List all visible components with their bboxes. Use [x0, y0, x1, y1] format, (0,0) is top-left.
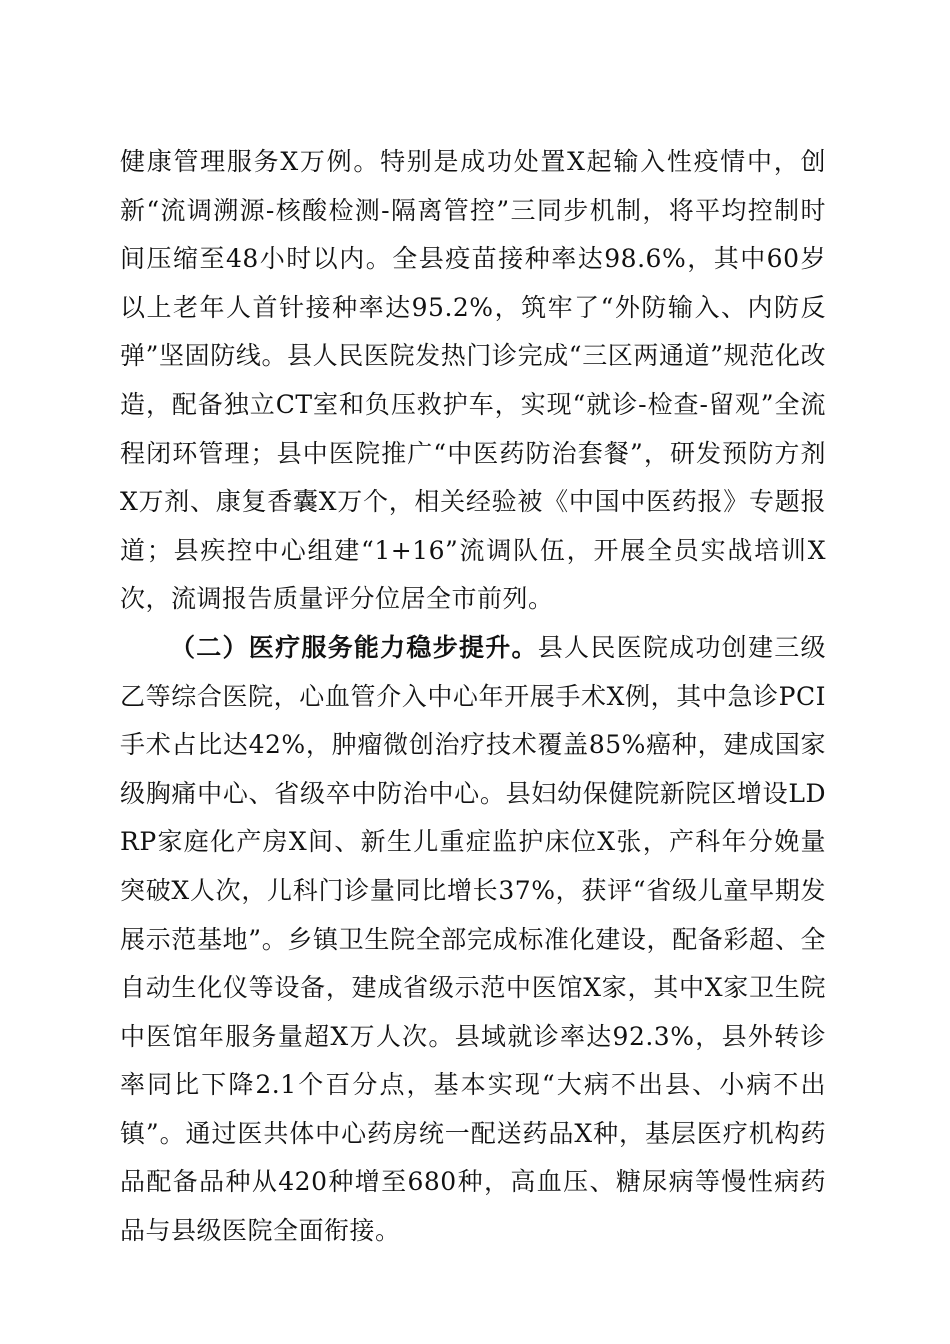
paragraph-continued: 健康管理服务X万例。特别是成功处置X起输入性疫情中，创新“流调溯源-核酸检测-隔离管控”三同步机制，将平均控制时间压缩至48小时以内。全县疫苗接种率达98.6%，其中60岁以上老年人首针接种率达95.2%，筑牢了“外防输入、内防反弹”坚固防线。县人民医院发热门诊完成“三区两通道”规范化改造，配备独立CT室和负压救护车，实现“就诊-检查-留观”全流程闭环管理；县中医院推广“中医药防治套餐”，研发预防方剂X万剂、康复香囊X万个，相关经验被《中国中医药报》专题报道；县疾控中心组建“1+16”流调队伍，开展全员实战培训X次，流调报告质量评分位居全市前列。	[120, 147, 826, 614]
section-body-text: 县人民医院成功创建三级乙等综合医院，心血管介入中心年开展手术X例，其中急诊PCI手术占比达42%，肿瘤微创治疗技术覆盖85%癌种，建成国家级胸痛中心、省级卒中防治中心。县妇幼保健院新院区增设LDRP家庭化产房X间、新生儿重症监护床位X张，产科年分娩量突破X人次，儿科门诊量同比增长37%，获评“省级儿童早期发展示范基地”。乡镇卫生院全部完成标准化建设，配备彩超、全自动生化仪等设备，建成省级示范中医馆X家，其中X家卫生院中医馆年服务量超X万人次。县域就诊率达92.3%，县外转诊率同比下降2.1个百分点，基本实现“大病不出县、小病不出镇”。通过医共体中心药房统一配送药品X种，基层医疗机构药品配备品种从420种增至680种，高血压、糖尿病等慢性病药品与县级医院全面衔接。	[120, 632, 826, 1246]
document-body	[120, 138, 826, 1256]
paragraph-medical-services	[120, 624, 826, 1256]
section-heading: （二）医疗服务能力稳步提升。	[170, 632, 538, 662]
